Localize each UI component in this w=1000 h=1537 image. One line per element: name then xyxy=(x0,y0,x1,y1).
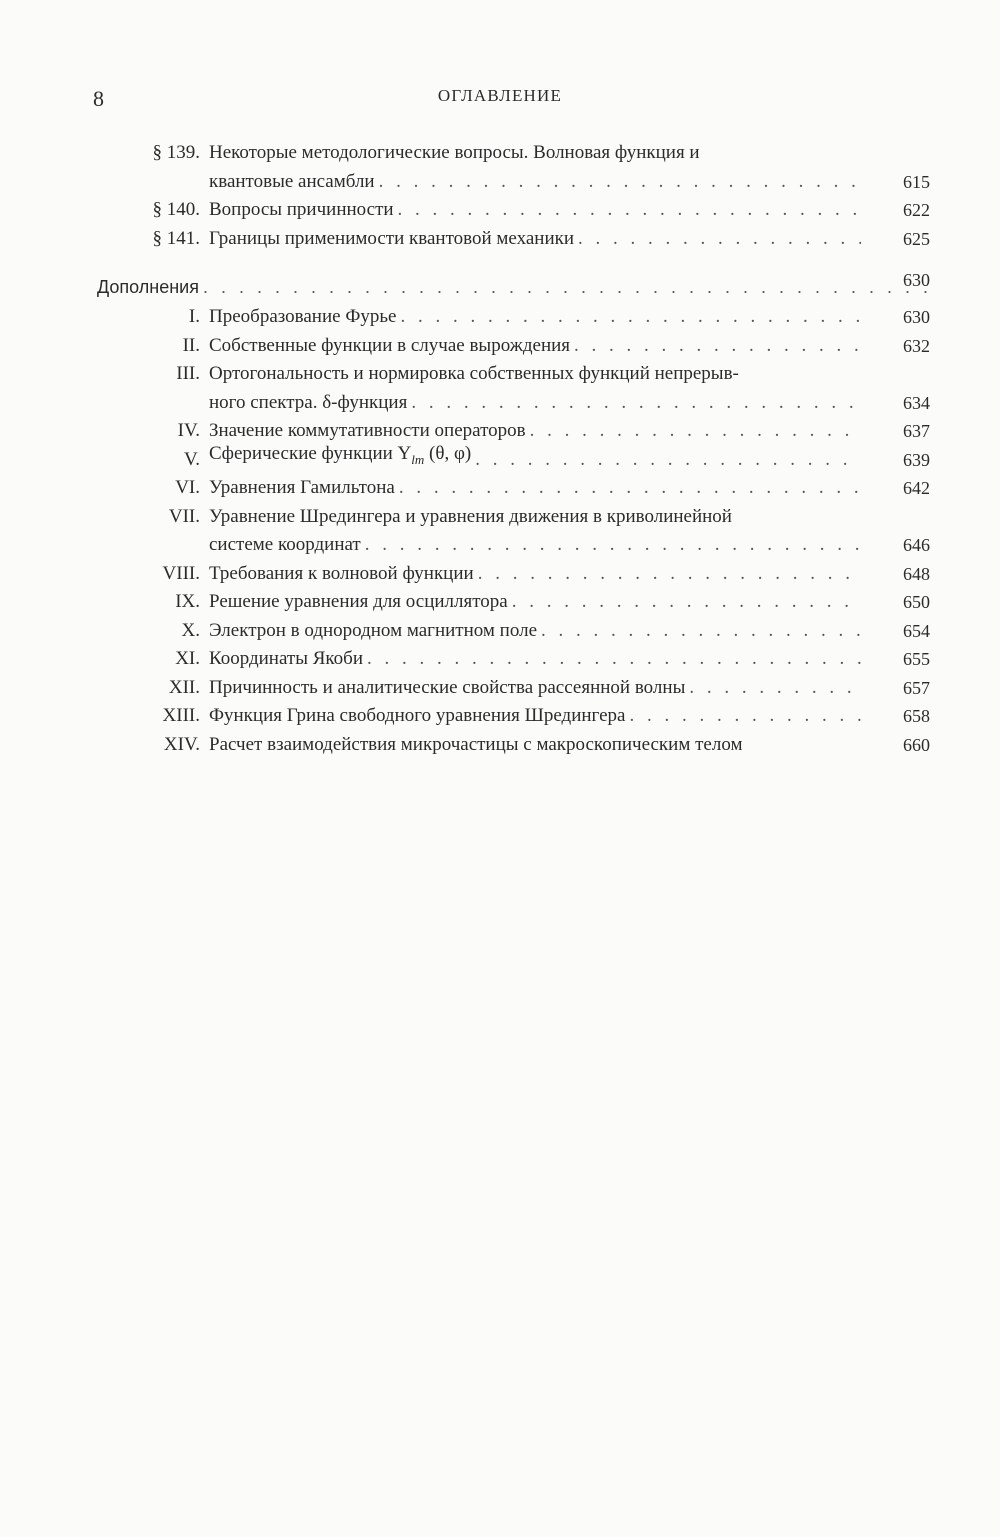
entry-title: Значение коммутативности операторов xyxy=(209,420,526,441)
entry-title: Координаты Якоби xyxy=(209,648,364,669)
leader-dots xyxy=(400,303,861,332)
entry-title: Функция Грина свободного уравнения Шредингера xyxy=(209,705,626,726)
entry-title: Вопросы причинности xyxy=(209,199,394,220)
entry-number: I. xyxy=(188,306,200,327)
leader-dots xyxy=(578,225,861,254)
leader-dots xyxy=(574,332,861,361)
entry-page: 655 xyxy=(903,649,930,669)
entry-page: 634 xyxy=(903,392,930,413)
leader-dots xyxy=(411,389,861,418)
entry-page: 657 xyxy=(903,677,930,698)
leader-dots xyxy=(203,277,930,298)
entry-page: 648 xyxy=(903,563,930,584)
running-title: ОГЛАВЛЕНИЕ xyxy=(437,86,563,105)
entry-title: Собственные функции в случае вырождения xyxy=(209,334,571,356)
entry-number: V. xyxy=(183,448,200,470)
entry-page: 639 xyxy=(903,449,930,470)
entry-title xyxy=(209,440,471,474)
leader-dots xyxy=(365,531,861,560)
entry-number: II. xyxy=(182,334,200,356)
entry-title-args: (θ, φ) xyxy=(424,442,472,464)
entry-title-cont: ного спектра. δ-функция xyxy=(209,391,408,413)
entry-page: 650 xyxy=(903,592,930,612)
entry-page: 625 xyxy=(903,228,930,249)
entry-number: VII. xyxy=(168,505,200,527)
leader-dots xyxy=(475,446,861,475)
entry-title: Расчет взаимодействия микрочастицы с макроскопическим телом xyxy=(209,733,743,755)
entry-title: Преобразование Фурье xyxy=(209,306,397,327)
leader-dots xyxy=(379,168,861,197)
entry-number: XIV. xyxy=(163,733,200,755)
entry-page: 658 xyxy=(903,706,930,726)
entry-page: 646 xyxy=(903,535,930,555)
entry-page: 630 xyxy=(903,270,930,290)
entry-title: Причинность и аналитические свойства рассеянной волны xyxy=(209,676,686,698)
entry-title: Требования к волновой функции xyxy=(209,562,474,584)
entry-number: VI. xyxy=(175,477,200,498)
entry-page: 654 xyxy=(903,620,930,641)
toc-entry-supplements[interactable] xyxy=(97,270,930,298)
leader-dots xyxy=(478,560,861,589)
leader-dots xyxy=(530,417,861,446)
entry-page: 632 xyxy=(903,335,930,356)
entry-title: Электрон в однородном магнитном поле xyxy=(209,619,538,641)
entry-page: 630 xyxy=(903,307,930,327)
entry-page: 622 xyxy=(903,200,930,220)
entry-number: XIII. xyxy=(162,705,200,726)
entry-number: VIII. xyxy=(162,562,200,584)
entry-title: Границы применимости квантовой механики xyxy=(209,227,575,249)
entry-page: 660 xyxy=(903,734,930,755)
subscript-lm: lm xyxy=(411,451,425,467)
entry-title: Уравнения Гамильтона xyxy=(209,477,395,498)
leader-dots xyxy=(367,645,861,674)
entry-number: IV. xyxy=(177,420,200,441)
entry-number: § 139. xyxy=(152,142,200,163)
entry-page: 615 xyxy=(903,171,930,192)
entry-title: Уравнение Шредингера и уравнения движения в криволинейной xyxy=(209,505,732,527)
entry-title-cont: системе координат xyxy=(209,534,361,555)
entry-title: Некоторые методологические вопросы. Волновая функция и xyxy=(209,142,700,163)
entry-number: XII. xyxy=(168,676,200,698)
entry-page: 637 xyxy=(903,421,930,441)
entry-title-text: Сферические функции Y xyxy=(209,442,412,464)
supplement-title: Дополнения xyxy=(97,277,199,297)
page-number: 8 xyxy=(93,86,104,111)
entry-title-cont: квантовые ансамбли xyxy=(209,170,375,192)
entry-number: § 140. xyxy=(152,199,200,220)
leader-dots xyxy=(629,702,861,731)
entry-page: 642 xyxy=(903,478,930,498)
entry-number: XI. xyxy=(175,648,200,669)
entry-number: X. xyxy=(181,619,200,641)
leader-dots xyxy=(512,588,861,617)
leader-dots xyxy=(398,196,861,225)
leader-dots xyxy=(689,674,861,703)
leader-dots xyxy=(399,474,861,503)
leader-dots xyxy=(541,617,861,646)
entry-title: Ортогональность и нормировка собственных функций непрерыв- xyxy=(209,363,739,384)
entry-number: IX. xyxy=(175,591,200,612)
entry-title: Решение уравнения для осциллятора xyxy=(209,591,508,612)
entry-number: III. xyxy=(176,363,200,384)
entry-number: § 141. xyxy=(152,227,200,249)
